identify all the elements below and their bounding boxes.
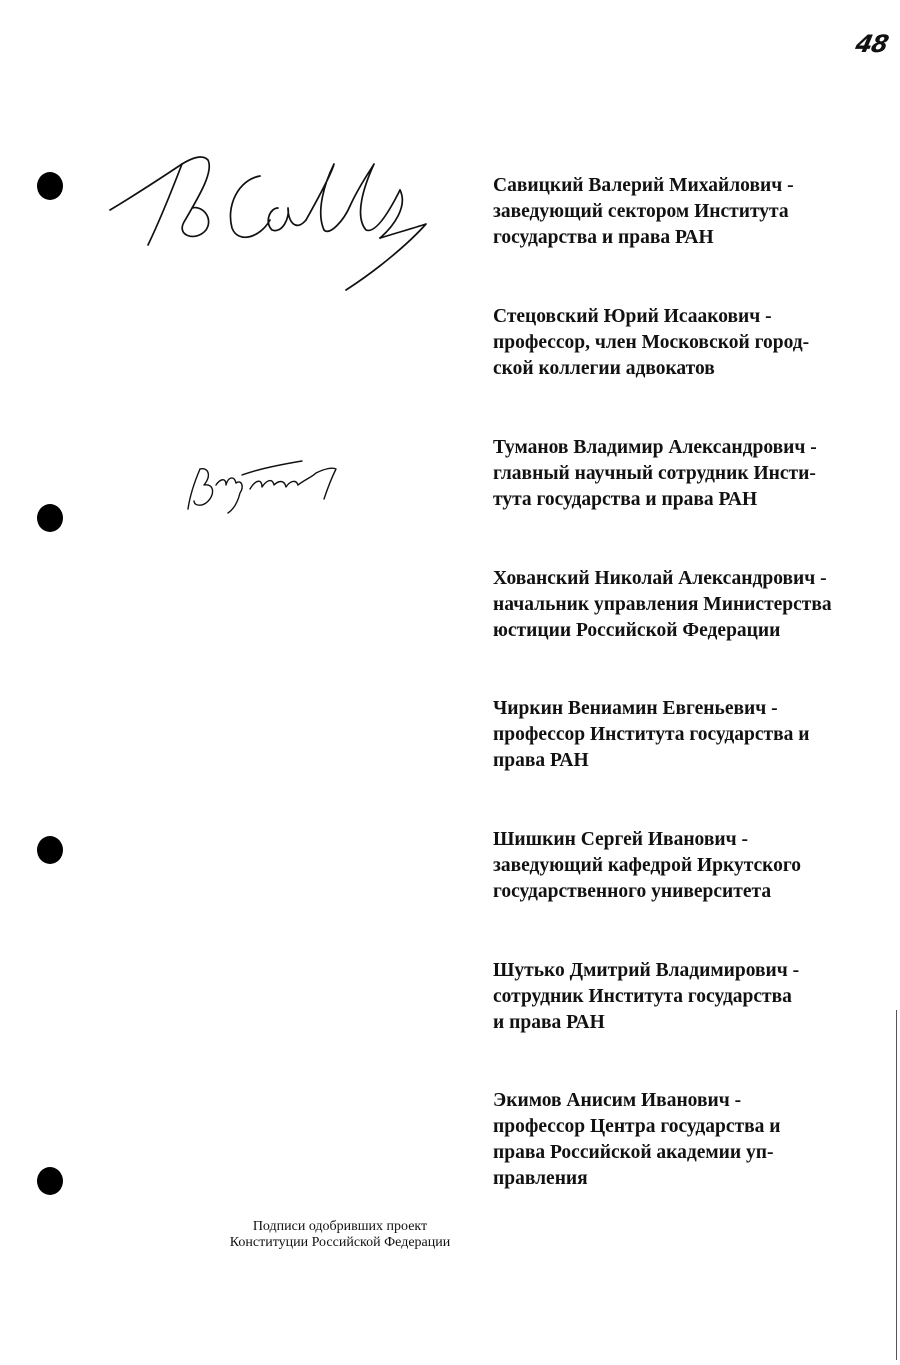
person-title-line: права РАН: [493, 750, 589, 771]
person-title-line: главный научный сотрудник Инсти-: [493, 463, 816, 484]
person-title-line: тута государства и права РАН: [493, 489, 758, 510]
person-name-line: Стецовский Юрий Исаакович -: [493, 306, 772, 327]
punch-hole: [37, 836, 63, 864]
person-title-line: государственного университета: [493, 881, 772, 902]
person-name-line: Савицкий Валерий Михайлович -: [493, 175, 794, 196]
person-title-line: профессор Центра государства и: [493, 1116, 781, 1137]
footer-line: Подписи одобривших проект: [252, 1219, 428, 1234]
footer-caption: [200, 1219, 480, 1251]
person-entry-ekimov: [493, 1088, 873, 1192]
person-entry-stetsovsky: [493, 304, 873, 382]
person-name-line: Хованский Николай Александрович -: [493, 568, 827, 589]
punch-hole: [37, 504, 63, 532]
person-title-line: заведующий кафедрой Иркутского: [493, 855, 802, 876]
person-title-line: профессор, член Московской город-: [493, 332, 810, 353]
person-entry-savitsky: [493, 173, 873, 251]
person-name-line: Чиркин Вениамин Евгеньевич -: [493, 698, 778, 719]
person-title-line: ской коллегии адвокатов: [493, 358, 715, 379]
person-title-line: начальник управления Министерства: [493, 594, 832, 615]
punch-hole: [37, 1167, 63, 1195]
punch-hole: [37, 172, 63, 200]
person-entry-tumanov: [493, 435, 873, 513]
scan-edge-line: [896, 1010, 897, 1360]
person-title-line: государства и права РАН: [493, 227, 714, 248]
person-entry-shutko: [493, 958, 873, 1036]
person-name-line: Экимов Анисим Иванович -: [493, 1090, 742, 1111]
signature-savitsky: [110, 150, 430, 300]
person-name-line: Шутько Дмитрий Владимирович -: [493, 960, 800, 981]
person-title-line: права Российской академии уп-: [493, 1142, 774, 1163]
person-name-line: Шишкин Сергей Иванович -: [493, 829, 748, 850]
page-number: 48: [853, 30, 891, 58]
person-title-line: заведующий сектором Института: [493, 201, 789, 222]
person-entry-shishkin: [493, 827, 873, 905]
person-name-line: Туманов Владимир Александрович -: [493, 437, 817, 458]
person-title-line: юстиции Российской Федерации: [493, 620, 781, 641]
signature-tumanov: [186, 455, 346, 517]
person-entry-chirkin: [493, 696, 873, 774]
person-title-line: профессор Института государства и: [493, 724, 810, 745]
person-title-line: сотрудник Института государства: [493, 986, 792, 1007]
person-entry-khovansky: [493, 566, 873, 644]
footer-line: Конституции Российской Федерации: [229, 1235, 451, 1250]
person-title-line: и права РАН: [493, 1012, 605, 1033]
person-title-line: правления: [493, 1168, 588, 1189]
